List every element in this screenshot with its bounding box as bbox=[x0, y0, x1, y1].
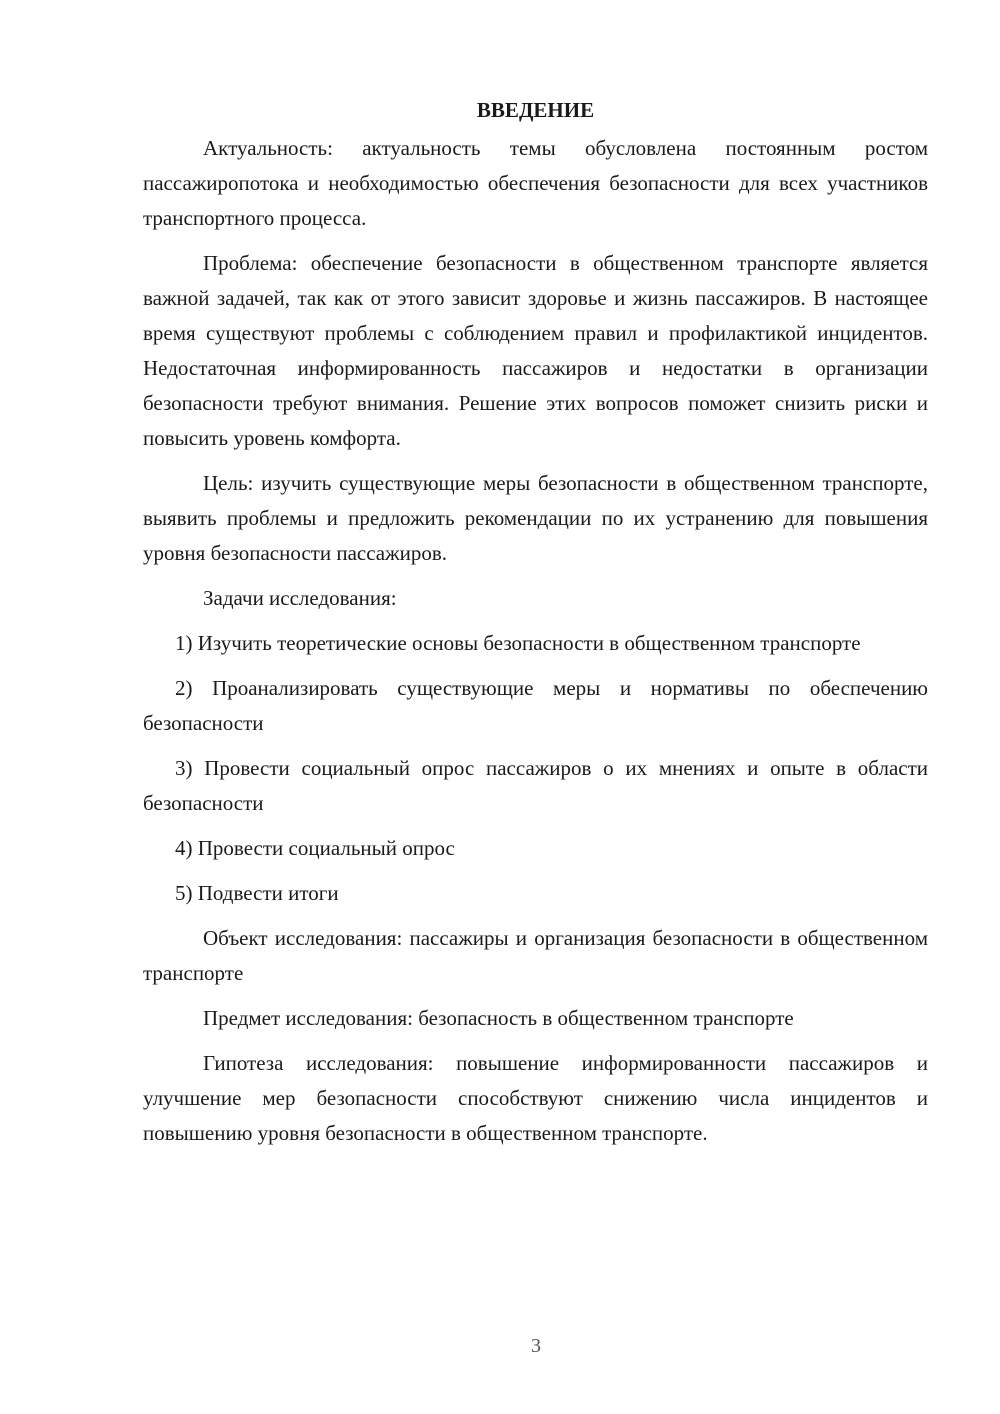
page-number: 3 bbox=[531, 1335, 541, 1357]
object-paragraph: Объект исследования: пассажиры и организация безопасности в общественном транспорте bbox=[143, 926, 928, 985]
task-item-4: 4) Провести социальный опрос bbox=[175, 836, 455, 860]
tasks-heading: Задачи исследования: bbox=[203, 586, 397, 610]
subject-paragraph: Предмет исследования: безопасность в общественном транспорте bbox=[203, 1006, 794, 1030]
task-item-2: 2) Проанализировать существующие меры и нормативы по обеспечению безопасности bbox=[143, 676, 928, 735]
relevance-paragraph: Актуальность: актуальность темы обусловлена постоянным ростом пассажиропотока и необходимостью обеспечения безопасности для всех участников транспортного процесса. bbox=[143, 136, 928, 230]
problem-paragraph: Проблема: обеспечение безопасности в общественном транспорте является важной задачей, так как от этого зависит здоровье и жизнь пассажиров. В настоящее время существуют проблемы с соблюдением правил и профилактикой инцидентов. Недостаточная информированность пассажиров и недостатки в организации безопасности требуют внимания. Решение этих вопросов поможет снизить риски и повысить уровень комфорта. bbox=[143, 251, 928, 450]
task-item-1: 1) Изучить теоретические основы безопасности в общественном транспорте bbox=[175, 631, 861, 655]
task-item-5: 5) Подвести итоги bbox=[175, 881, 339, 905]
document-page bbox=[143, 95, 928, 1161]
task-item-3: 3) Провести социальный опрос пассажиров о их мнениях и опыте в области безопасности bbox=[143, 756, 928, 815]
goal-paragraph: Цель: изучить существующие меры безопасности в общественном транспорте, выявить проблемы и предложить рекомендации по их устранению для повышения уровня безопасности пассажиров. bbox=[143, 471, 928, 565]
section-title: ВВЕДЕНИЕ bbox=[476, 98, 595, 122]
hypothesis-paragraph: Гипотеза исследования: повышение информированности пассажиров и улучшение мер безопасности способствуют снижению числа инцидентов и повышению уровня безопасности в общественном транспорте. bbox=[143, 1051, 928, 1145]
